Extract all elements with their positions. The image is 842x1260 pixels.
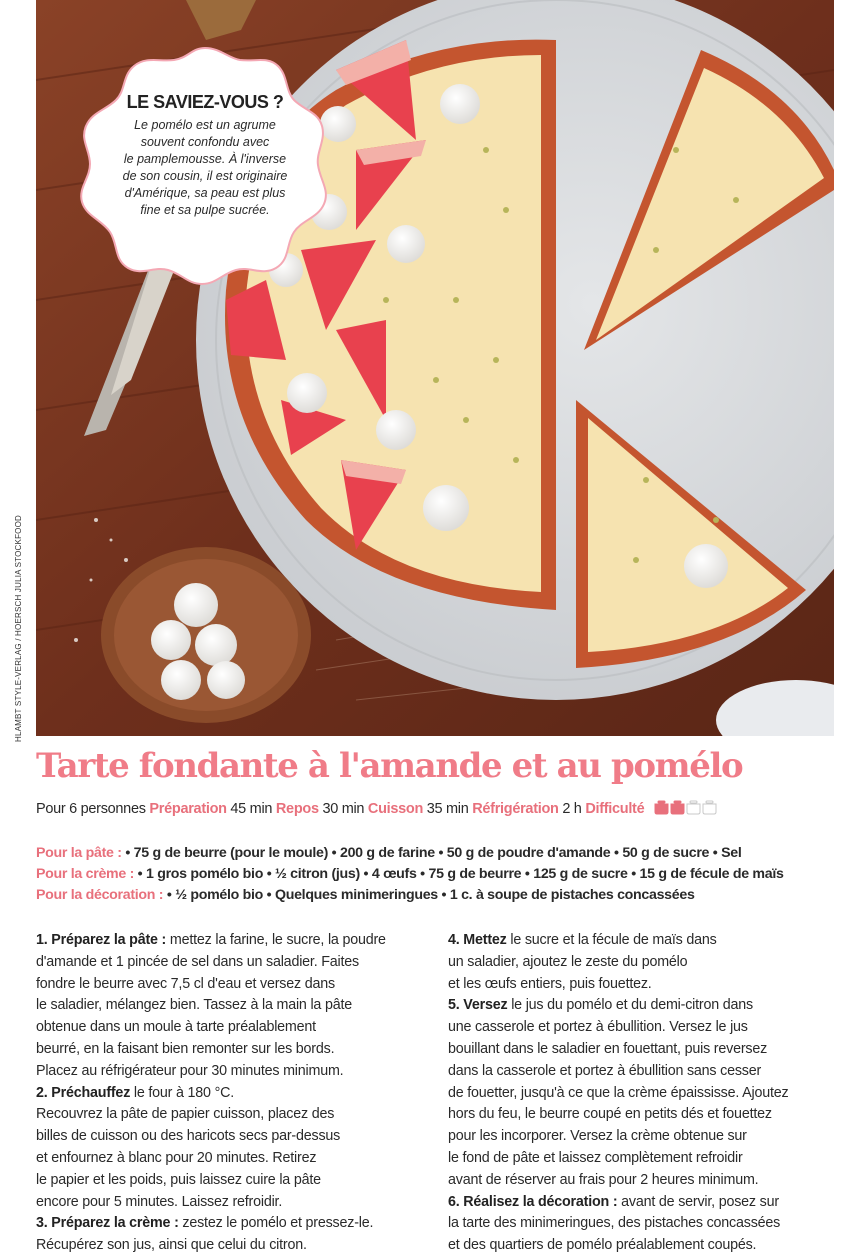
- step-line: [36, 1061, 426, 1083]
- step-text: de fouetter, jusqu'à ce que la crème épaississe. Ajoutez: [448, 1084, 789, 1101]
- bubble-line: de son cousin, il est originaire: [122, 169, 288, 183]
- rest-label: Repos: [275, 801, 319, 817]
- step-text: zestez le pomélo et pressez-le.: [178, 1215, 374, 1232]
- step-text: Placez au réfrigérateur pour 30 minutes minimum.: [36, 1062, 344, 1079]
- ingredient-row: [36, 843, 826, 864]
- ingredient-label: Pour la décoration :: [36, 887, 164, 903]
- fridge-value: 2 h: [562, 801, 582, 817]
- step-line: [448, 995, 838, 1017]
- step-text: pour les incorporer. Versez la crème obtenue sur: [448, 1128, 747, 1145]
- step-text: dans la casserole et portez à ébullition sans cesser: [448, 1062, 762, 1079]
- step-text: et des quartiers de pomélo préalablement coupés.: [448, 1237, 757, 1254]
- step-line: [448, 974, 838, 996]
- step-text: encore pour 5 minutes. Laissez refroidir.: [36, 1193, 283, 1210]
- step-text: et enfournez à blanc pour 20 minutes. Retirez: [36, 1149, 317, 1166]
- step-line: [36, 1213, 426, 1235]
- step-line: [448, 1235, 838, 1257]
- step-heading: 5. Versez: [448, 997, 508, 1014]
- ingredient-row: [36, 864, 826, 885]
- fridge-label: Réfrigération: [472, 801, 559, 817]
- info-bubble: [80, 40, 330, 285]
- step-text: fondre le beurre avec 7,5 cl d'eau et versez dans: [36, 975, 335, 992]
- step-line: [448, 1213, 838, 1235]
- step-text: le four à 180 °C.: [130, 1084, 234, 1101]
- step-line: [448, 930, 838, 952]
- step-heading: 4. Mettez: [448, 932, 507, 948]
- step-line: [448, 1126, 838, 1148]
- step-line: [36, 1192, 426, 1214]
- step-heading: 6. Réalisez la décoration :: [448, 1193, 618, 1210]
- step-text: mettez la farine, le sucre, la poudre: [166, 932, 386, 948]
- step-line: [36, 974, 426, 996]
- difficulty-label: Difficulté: [585, 801, 645, 817]
- step-text: d'amande et 1 pincée de sel dans un saladier. Faites: [36, 953, 359, 970]
- difficulty-rating: [654, 799, 718, 819]
- cook-label: Cuisson: [367, 801, 424, 817]
- prep-label: Préparation: [149, 801, 227, 817]
- step-text: le jus du pomélo et du demi-citron dans: [507, 997, 753, 1014]
- ingredients-block: [36, 843, 826, 906]
- step-line: [36, 1126, 426, 1148]
- step-text: Récupérez son jus, ainsi que celui du citron.: [36, 1237, 307, 1254]
- step-text: le fond de pâte et laissez complètement refroidir: [448, 1149, 743, 1166]
- step-text: le sucre et la fécule de maïs dans: [506, 932, 717, 948]
- step-line: [36, 1039, 426, 1061]
- prep-value: 45 min: [230, 801, 273, 817]
- step-line: [36, 1104, 426, 1126]
- step-line: [448, 952, 838, 974]
- step-line: [36, 1170, 426, 1192]
- step-text: obtenue dans un moule à tarte préalablement: [36, 1019, 316, 1036]
- step-line: [448, 1170, 838, 1192]
- step-line: [448, 1104, 838, 1126]
- ingredient-row: [36, 885, 826, 906]
- step-line: [448, 1061, 838, 1083]
- step-text: le papier et les poids, puis laissez cuire la pâte: [36, 1171, 321, 1188]
- rest-value: 30 min: [322, 801, 365, 817]
- pot-icon: [655, 801, 668, 814]
- step-line: [448, 1192, 838, 1214]
- step-text: beurré, en la faisant bien remonter sur les bords.: [36, 1040, 335, 1057]
- bubble-line: le pamplemousse. À l'inverse: [123, 152, 287, 166]
- steps-column-right: [448, 930, 838, 1257]
- step-text: billes de cuisson ou des haricots secs par-dessus: [36, 1128, 341, 1145]
- recipe-title: Tarte fondante à l'amande et au pomélo: [36, 746, 743, 786]
- step-text: un saladier, ajoutez le zeste du pomélo: [448, 953, 688, 970]
- step-text: bouillant dans le saladier en fouettant, puis reversez: [448, 1040, 768, 1057]
- ingredient-items: • 75 g de beurre (pour le moule) • 200 g de farine • 50 g de poudre d'amande • 50 g de sucre • Sel: [125, 845, 742, 861]
- step-text: et les œufs entiers, puis fouettez.: [448, 975, 652, 992]
- step-line: [36, 1235, 426, 1257]
- step-line: [448, 1039, 838, 1061]
- step-heading: 2. Préchauffez: [36, 1084, 131, 1101]
- step-heading: 1. Préparez la pâte :: [36, 932, 167, 948]
- step-line: [448, 1017, 838, 1039]
- bubble-line: Le pomélo est un agrume: [134, 118, 276, 132]
- ingredient-items: • ½ pomélo bio • Quelques minimeringues • 1 c. à soupe de pistaches concassées: [166, 887, 695, 903]
- step-line: [448, 1083, 838, 1105]
- step-text: avant de réserver au frais pour 2 heures minimum.: [448, 1171, 759, 1188]
- ingredient-label: Pour la pâte :: [36, 845, 122, 861]
- step-text: avant de servir, posez sur: [617, 1193, 779, 1210]
- recipe-meta: [36, 799, 718, 819]
- step-text: la tarte des minimeringues, des pistaches concassées: [448, 1215, 781, 1232]
- step-text: le saladier, mélangez bien. Tassez à la main la pâte: [36, 997, 352, 1014]
- step-line: [36, 1017, 426, 1039]
- step-line: [36, 1148, 426, 1170]
- bubble-line: d'Amérique, sa peau est plus: [124, 186, 286, 200]
- step-line: [36, 1083, 426, 1105]
- step-text: Recouvrez la pâte de papier cuisson, placez des: [36, 1106, 335, 1123]
- step-text: hors du feu, le beurre coupé en petits dés et fouettez: [448, 1106, 772, 1123]
- bubble-line: fine et sa pulpe sucrée.: [140, 203, 270, 217]
- step-heading: 3. Préparez la crème :: [36, 1215, 179, 1232]
- photo-credit: HLAMBT STYLE-VERLAG / HOERSCH JULIA STOCKFOOD: [14, 515, 23, 742]
- servings: Pour 6 personnes: [36, 801, 146, 817]
- step-line: [36, 930, 426, 952]
- cook-value: 35 min: [426, 801, 469, 817]
- ingredient-label: Pour la crème :: [36, 866, 135, 882]
- step-line: [36, 995, 426, 1017]
- pot-icon: [687, 801, 700, 814]
- pot-icon: [703, 801, 716, 814]
- difficulty-pot-icons: [654, 799, 718, 815]
- step-line: [448, 1148, 838, 1170]
- ingredient-items: • 1 gros pomélo bio • ½ citron (jus) • 4 œufs • 75 g de beurre • 125 g de sucre • 15 g de fécule de maïs: [137, 866, 784, 882]
- step-line: [36, 952, 426, 974]
- step-text: une casserole et portez à ébullition. Versez le jus: [448, 1019, 748, 1036]
- bubble-body: [102, 117, 308, 219]
- bubble-title: LE SAVIEZ-VOUS ?: [126, 92, 284, 112]
- bubble-line: souvent confondu avec: [140, 135, 270, 149]
- pot-icon: [671, 801, 684, 814]
- steps-column-left: [36, 930, 426, 1257]
